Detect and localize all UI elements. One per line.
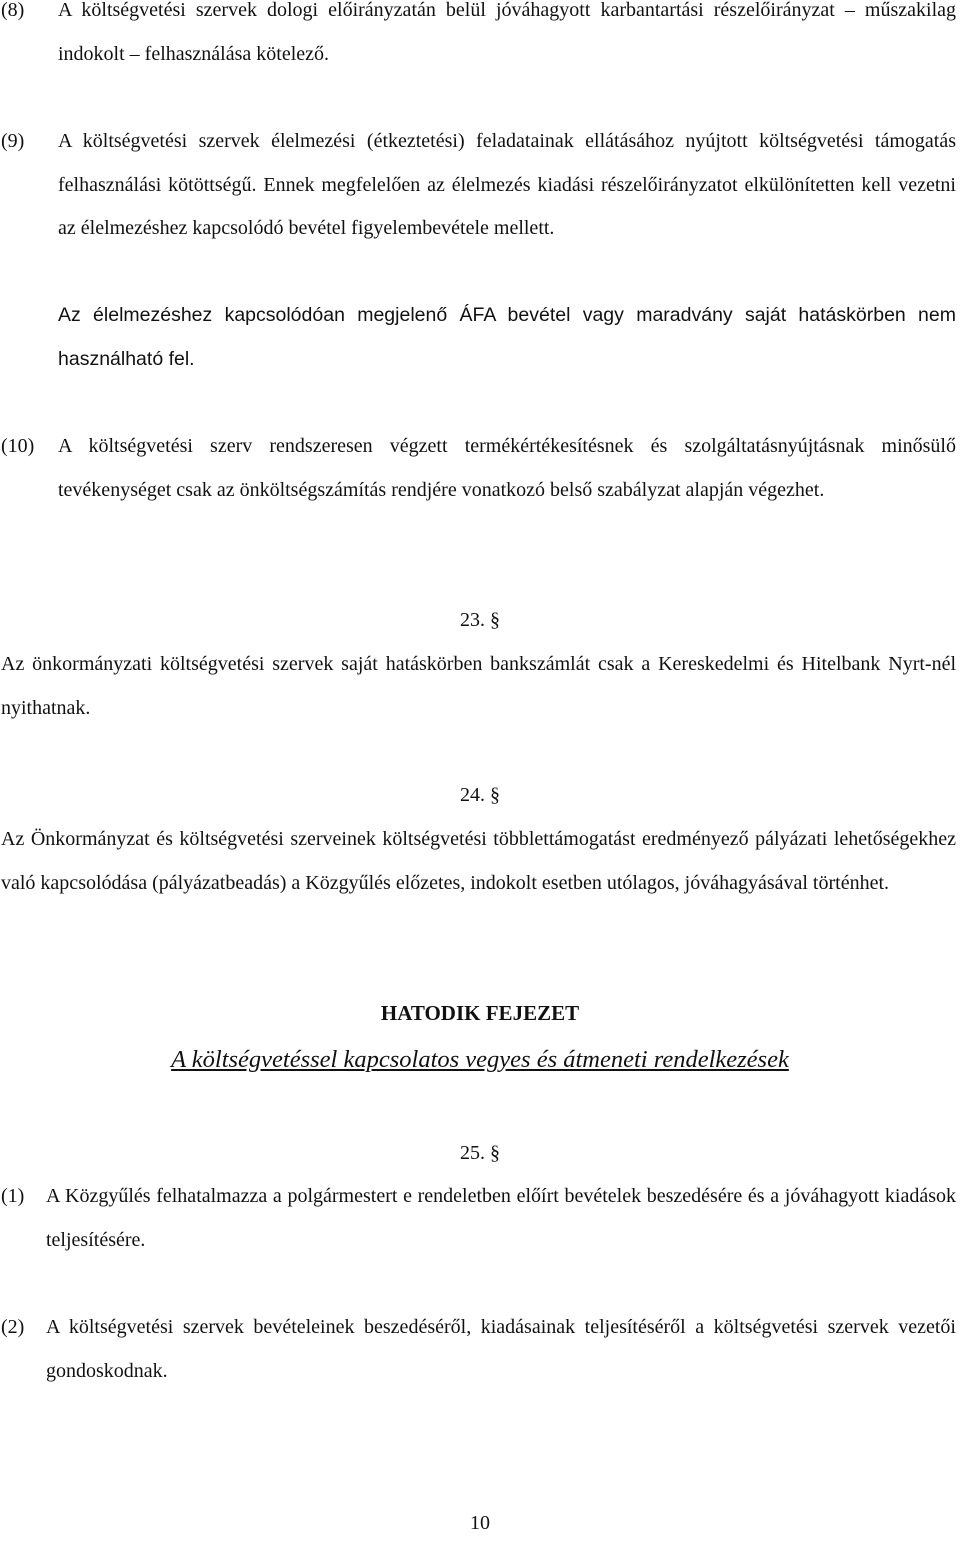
paragraph-number-10: (10) [1, 435, 35, 457]
paragraph-8-text: A költségvetési szervek dologi előirányzatán belül jóváhagyott karbantartási részelőirányzat – műszakilag indokolt – felhasználása kötelező. [58, 0, 956, 65]
section-heading-25: 25. § [460, 1142, 500, 1164]
section-25-paragraph-2-text: A költségvetési szervek bevételeinek beszedéséről, kiadásainak teljesítéséről a költségvetési szervek vezetői gondoskodnak. [46, 1316, 956, 1382]
paragraph-number-8: (8) [1, 0, 25, 21]
page-number: 10 [470, 1512, 490, 1534]
paragraph-10-text: A költségvetési szerv rendszeresen végzett termékértékesítésnek és szolgáltatásnyújtásnak minősülő tevékenységet csak az önköltségszámítás rendjére vonatkozó belső szabályzat alapján végezhet. [58, 435, 956, 501]
paragraph-number-25-2: (2) [1, 1316, 25, 1338]
section-25-paragraph-1-text: A Közgyűlés felhatalmazza a polgármestert e rendeletben előírt bevételek beszedésére és a jóváhagyott kiadások teljesítésére. [46, 1185, 956, 1251]
section-23-text: Az önkormányzati költségvetési szervek saját hatáskörben bankszámlát csak a Kereskedelmi és Hitelbank Nyrt-nél nyithatnak. [1, 653, 956, 719]
paragraph-9-text-serif: A költségvetési szervek élelmezési (étkeztetési) feladatainak ellátásához nyújtott költségvetési támogatás felhasználási kötöttségű. Ennek megfelelően az élelmezés kiadási részelőirányzatot elkülönítetten kell vezetni az élelmezéshez kapcsolódó bevétel figyelembevétele mellett. [58, 130, 956, 239]
paragraph-number-9: (9) [1, 130, 25, 152]
paragraph-number-25-1: (1) [1, 1185, 25, 1207]
section-24-text: Az Önkormányzat és költségvetési szerveinek költségvetési többlettámogatást eredményező pályázati lehetőségekhez való kapcsolódása (pályázatbeadás) a Közgyűlés előzetes, indokolt esetben utólagos, jóváhagyásával történhet. [1, 828, 956, 894]
section-heading-23: 23. § [460, 609, 500, 631]
paragraph-9-text-sans: Az élelmezéshez kapcsolódóan megjelenő ÁFA bevétel vagy maradvány saját hatáskörben nem használható fel. [58, 304, 956, 370]
chapter-title: HATODIK FEJEZET [380, 1001, 580, 1025]
section-heading-24: 24. § [460, 784, 500, 806]
chapter-subtitle: A költségvetéssel kapcsolatos vegyes és átmeneti rendelkezések [171, 1046, 789, 1073]
